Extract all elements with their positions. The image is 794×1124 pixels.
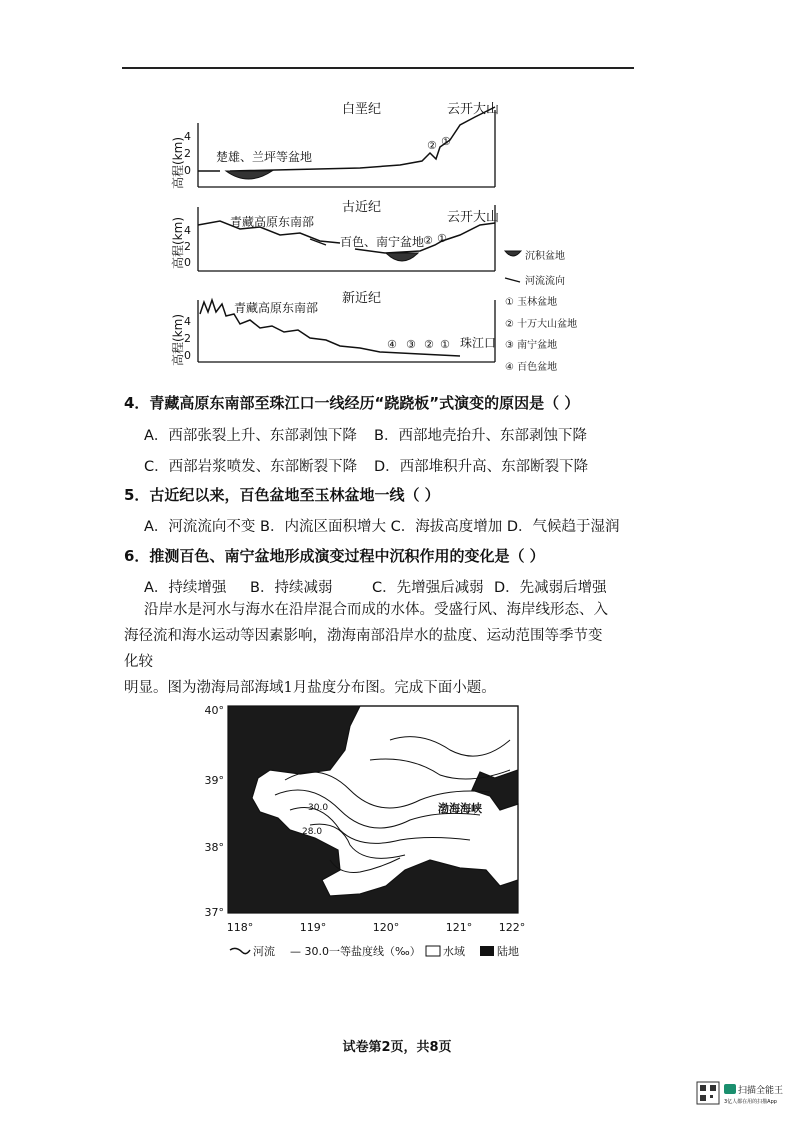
panel-era-title: 古近纪 [342, 200, 382, 215]
water-swatch [426, 946, 440, 956]
cs-logo-icon [724, 1084, 736, 1094]
elevation-profile-figure [160, 95, 600, 385]
panel-era-title: 新近纪 [342, 291, 382, 306]
estuary-label: 珠江口 [460, 336, 497, 350]
svg-text:④ 百色盆地: ④ 百色盆地 [505, 362, 558, 373]
question-6-option-a[interactable]: A．持续增强 [144, 580, 227, 596]
svg-text:③: ③ [406, 338, 416, 351]
question-4-option-b[interactable]: B．西部地壳抬升、东部剥蚀下降 [374, 428, 587, 444]
svg-text:38°: 38° [204, 841, 224, 854]
svg-text:③ 南宁盆地: ③ 南宁盆地 [505, 340, 558, 351]
y-axis-label: 高程(km) [171, 136, 185, 190]
svg-text:122°: 122° [498, 921, 526, 934]
svg-text:①: ① [437, 232, 447, 245]
panel-paleogene [170, 199, 499, 271]
river-icon [230, 948, 250, 953]
svg-text:扫描全能王: 扫描全能王 [738, 1086, 784, 1096]
svg-text:— 30.0一等盐度线（‰）: — 30.0一等盐度线（‰） [290, 945, 421, 958]
marker-1: ① [441, 135, 451, 148]
header-rule [122, 67, 634, 69]
svg-text:2: 2 [184, 147, 191, 160]
passage: 沿岸水是河水与海水在沿岸混合而成的水体。受盛行风、海岸线形态、入 海径流和海水运动等因素影响，渤海南部沿岸水的盐度、运动范围等季节变化较 明显。图为渤海局部海域1月盐度分布图。完成下面小题。 [124, 602, 608, 696]
svg-text:0: 0 [184, 164, 191, 177]
svg-text:2: 2 [184, 332, 191, 345]
svg-text:37°: 37° [204, 906, 224, 919]
svg-text:119°: 119° [299, 921, 327, 934]
svg-text:陆地: 陆地 [497, 945, 519, 958]
plateau-label: 青藏高原东南部 [230, 215, 315, 229]
land-swatch [480, 946, 494, 956]
question-5-options[interactable]: A．河流流向不变 B．内流区面积增大 C．海拔高度增加 D．气候趋于湿润 [144, 519, 620, 535]
basin-label: 楚雄、兰坪等盆地 [216, 150, 313, 164]
question-4-stem: 4．青藏高原东南部至珠江口一线经历“跷跷板”式演变的原因是（ ） [124, 394, 580, 412]
question-6-option-d[interactable]: D．先减弱后增强 [494, 580, 607, 596]
y-axis-label: 高程(km) [171, 216, 185, 270]
flow-arrow-icon [505, 278, 520, 282]
svg-text:河流流向: 河流流向 [525, 276, 565, 287]
salinity-map [190, 700, 540, 970]
mountain-label: 云开大山 [447, 102, 500, 117]
panel-cretaceous [170, 101, 499, 189]
marker-2: ② [427, 139, 437, 152]
svg-text:39°: 39° [204, 774, 224, 787]
panel-era-title: 白垩纪 [342, 102, 382, 117]
svg-text:0: 0 [184, 349, 191, 362]
svg-text:④: ④ [387, 338, 397, 351]
svg-text:水域: 水域 [443, 945, 465, 958]
svg-text:① 玉林盆地: ① 玉林盆地 [505, 297, 558, 308]
sediment-basin-icon [505, 251, 521, 256]
svg-text:② 十万大山盆地: ② 十万大山盆地 [505, 319, 578, 330]
profile-legend [505, 249, 577, 373]
svg-text:2: 2 [184, 240, 191, 253]
svg-text:河流: 河流 [253, 945, 275, 958]
svg-text:3亿人都在用的扫描App: 3亿人都在用的扫描App [724, 1099, 777, 1105]
question-4-option-c[interactable]: C．西部岩浆喷发、东部断裂下降 [144, 459, 358, 475]
basin-label: 百色、南宁盆地 [340, 235, 425, 249]
svg-text:4: 4 [184, 130, 191, 143]
y-axis-label: 高程(km) [171, 313, 185, 367]
question-6-stem: 6．推测百色、南宁盆地形成演变过程中沉积作用的变化是（ ） [124, 547, 545, 565]
svg-text:4: 4 [184, 224, 191, 237]
question-5-stem: 5．古近纪以来，百色盆地至玉林盆地一线（ ） [124, 486, 440, 504]
isoline-label: 28.0 [302, 827, 323, 837]
isoline-label: 30.0 [308, 803, 329, 813]
mountain-label: 云开大山 [447, 210, 500, 225]
svg-text:40°: 40° [204, 704, 224, 717]
question-4-option-d[interactable]: D．西部堆积升高、东部断裂下降 [374, 459, 589, 475]
scanner-watermark [696, 1081, 788, 1111]
svg-text:0: 0 [184, 256, 191, 269]
svg-text:沉积盆地: 沉积盆地 [525, 251, 565, 262]
svg-text:4: 4 [184, 315, 191, 328]
svg-text:120°: 120° [372, 921, 400, 934]
question-6-option-b[interactable]: B．持续减弱 [250, 580, 333, 596]
page-footer: 试卷第2页，共8页 [342, 1040, 452, 1055]
plateau-label: 青藏高原东南部 [234, 301, 319, 315]
panel-neogene [170, 291, 496, 366]
strait-label: 渤海海峡 [438, 802, 482, 815]
svg-text:②: ② [423, 234, 433, 247]
svg-text:118°: 118° [226, 921, 254, 934]
question-4-option-a[interactable]: A．西部张裂上升、东部剥蚀下降 [144, 428, 357, 444]
svg-text:121°: 121° [445, 921, 473, 934]
map-legend [230, 944, 519, 958]
svg-text:①: ① [440, 338, 450, 351]
sediment-basin-icon [226, 171, 272, 179]
question-6-option-c[interactable]: C．先增强后减弱 [372, 580, 484, 596]
svg-text:②: ② [424, 338, 434, 351]
sediment-basin-icon [386, 253, 418, 261]
